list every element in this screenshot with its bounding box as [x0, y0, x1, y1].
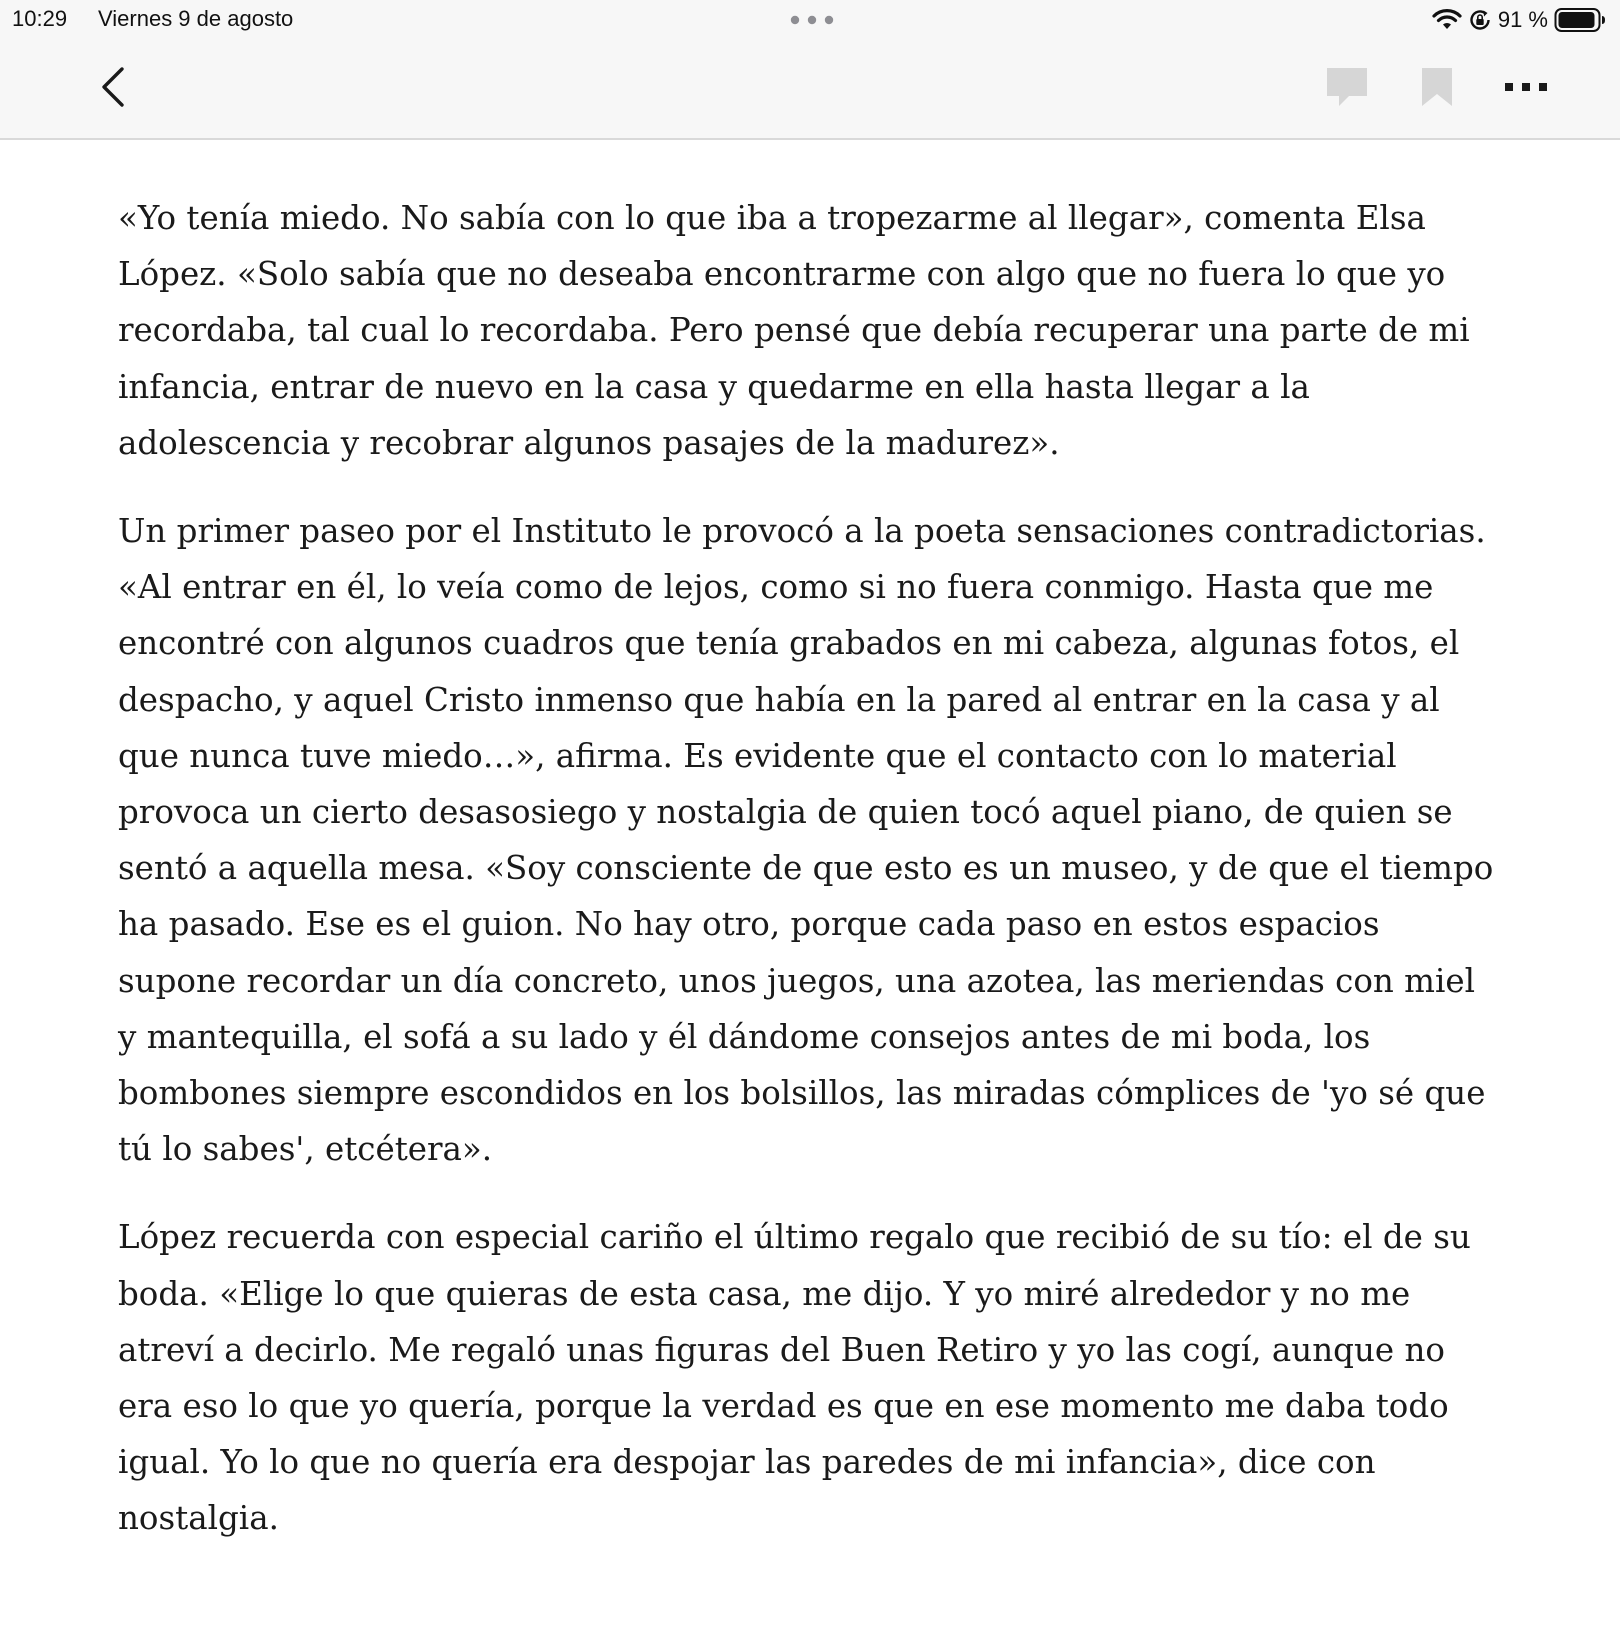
multitasking-dots-icon[interactable] — [790, 15, 834, 25]
bookmark-icon — [1420, 66, 1454, 108]
status-indicators — [1432, 6, 1606, 34]
battery-percentage: 91 % — [1497, 7, 1548, 32]
bookmark-button[interactable] — [1412, 62, 1462, 112]
comment-bubble-icon — [1325, 66, 1369, 108]
battery-icon — [1554, 7, 1606, 33]
article-body — [118, 190, 1498, 1579]
article-paragraph: «Yo tenía miedo. No sabía con lo que iba a tropezarme al llegar», comenta Elsa López. «Solo sabía que no deseaba encontrarme con algo que no fuera lo que yo recordaba, tal cual lo recordaba. Pero pensé que debía recuperar una parte de mi infancia, entrar de nuevo en la casa y quedarme en ella hasta llegar a la adolescencia y recobrar algunos pasajes de la madurez». — [118, 199, 1470, 462]
more-dots-icon — [1504, 82, 1548, 92]
comments-button[interactable] — [1320, 62, 1374, 112]
article-paragraph: Un primer paseo por el Instituto le provocó a la poeta sensaciones contradictorias. «Al entrar en él, lo veía como de lejos, como si no fuera conmigo. Hasta que me encontré con algunos cuadros que tenía grabados en mi cabeza, algunas fotos, el despacho, y aquel Cristo inmenso que había en la pared al entrar en la casa y al que nunca tuve miedo…», afirma. Es evidente que el contacto con lo material provoca un cierto desasosiego y nostalgia de quien tocó aquel piano, de quien se sentó a aquella mesa. «Soy consciente de que esto es un museo, y de que el tiempo ha pasado. Ese es el guion. No hay otro, porque cada paso en estos espacios supone recordar un día concreto, unos juegos, una azotea, las meriendas con miel y mantequilla, el sofá a su lado y él dándome consejos antes de mi boda, los bombones siempre escondidos en los bolsillos, las miradas cómplices de 'yo sé que tú lo sabes', etcétera». — [118, 512, 1494, 1169]
status-time: 10:29 — [12, 6, 68, 31]
wifi-icon — [1432, 9, 1462, 31]
chevron-left-icon — [99, 65, 127, 109]
status-date: Viernes 9 de agosto — [98, 6, 294, 31]
article-paragraph: López recuerda con especial cariño el último regalo que recibió de su tío: el de su boda. «Elige lo que quieras de esta casa, me dijo. Y yo miré alrededor y no me atreví a decirlo. Me regaló unas figuras del Buen Retiro y yo las cogí, aunque no era eso lo que yo quería, porque la verdad es que en ese momento me daba todo igual. Yo lo que no quería era despojar las paredes de mi infancia», dice con nostalgia. — [118, 1218, 1471, 1538]
back-button[interactable] — [88, 62, 138, 112]
more-options-button[interactable] — [1498, 62, 1554, 112]
reader-toolbar — [0, 40, 1620, 140]
orientation-lock-icon — [1468, 8, 1492, 32]
status-bar — [0, 0, 1620, 40]
